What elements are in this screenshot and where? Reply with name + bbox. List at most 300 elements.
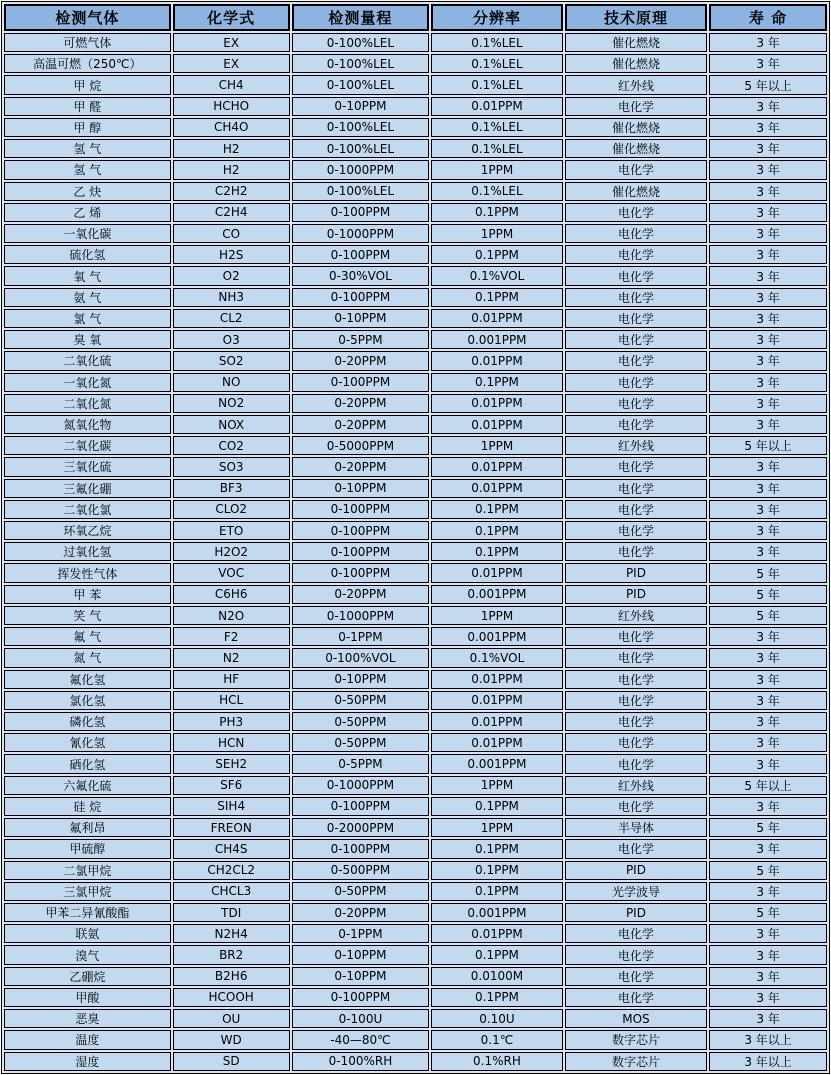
table-cell: C2H2 [173, 182, 290, 201]
table-cell: 0-50PPM [292, 882, 429, 901]
table-cell: 氮氧化物 [4, 415, 171, 434]
table-cell: 电化学 [565, 967, 707, 986]
table-cell: NOX [173, 415, 290, 434]
table-cell: 乙硼烷 [4, 967, 171, 986]
table-cell: SO2 [173, 351, 290, 370]
table-cell: 联氨 [4, 924, 171, 943]
table-cell: 0-50PPM [292, 691, 429, 710]
table-row [4, 563, 827, 582]
table-cell: 氟利昂 [4, 818, 171, 837]
table-cell: H2 [173, 160, 290, 179]
table-cell: 3 年 [709, 988, 827, 1007]
table-cell: 0.1PPM [431, 203, 563, 222]
table-cell: 氨 气 [4, 288, 171, 307]
table-cell: 甲 醇 [4, 118, 171, 137]
table-cell: 0.1%LEL [431, 75, 563, 94]
table-cell: 甲 烷 [4, 75, 171, 94]
table-cell: BF3 [173, 479, 290, 498]
table-row [4, 839, 827, 858]
table-cell: 1PPM [431, 160, 563, 179]
table-cell: 3 年 [709, 733, 827, 752]
table-cell: O3 [173, 330, 290, 349]
table-cell: 电化学 [565, 351, 707, 370]
table-cell: 0.001PPM [431, 754, 563, 773]
table-cell: 3 年 [709, 118, 827, 137]
table-cell: 乙 烯 [4, 203, 171, 222]
table-cell: 0.1PPM [431, 521, 563, 540]
table-cell: 二氧化氮 [4, 394, 171, 413]
table-cell: 5 年 [709, 585, 827, 604]
table-cell: 0-10PPM [292, 97, 429, 116]
table-row [4, 373, 827, 392]
table-cell: HCL [173, 691, 290, 710]
table-cell: 3 年 [709, 160, 827, 179]
table-cell: 氯 气 [4, 309, 171, 328]
table-cell: 0.1%LEL [431, 182, 563, 201]
table-cell: 0.1PPM [431, 542, 563, 561]
table-row [4, 776, 827, 795]
table-cell: PID [565, 861, 707, 880]
table-row [4, 182, 827, 201]
table-cell: 0.1PPM [431, 861, 563, 880]
table-cell: CH4S [173, 839, 290, 858]
table-cell: 电化学 [565, 415, 707, 434]
table-row [4, 288, 827, 307]
table-cell: 二氧化碳 [4, 436, 171, 455]
table-row [4, 882, 827, 901]
column-header-5: 寿 命 [709, 4, 827, 31]
table-cell: 0-50PPM [292, 712, 429, 731]
table-cell: 0-100PPM [292, 521, 429, 540]
table-cell: 0-1PPM [292, 924, 429, 943]
table-row [4, 457, 827, 476]
table-cell: 0.01PPM [431, 97, 563, 116]
table-cell: 3 年 [709, 542, 827, 561]
header-row [4, 4, 827, 31]
table-cell: 3 年 [709, 394, 827, 413]
table-cell: 电化学 [565, 500, 707, 519]
table-cell: 0-100%LEL [292, 54, 429, 73]
table-cell: 0-100PPM [292, 563, 429, 582]
table-cell: 0-100PPM [292, 203, 429, 222]
table-cell: 0.01PPM [431, 924, 563, 943]
column-header-4: 技术原理 [565, 4, 707, 31]
table-row [4, 967, 827, 986]
table-cell: 光学波导 [565, 882, 707, 901]
table-cell: SD [173, 1052, 290, 1072]
table-cell: SEH2 [173, 754, 290, 773]
table-cell: 电化学 [565, 733, 707, 752]
table-cell: 3 年 [709, 309, 827, 328]
table-cell: 数字芯片 [565, 1030, 707, 1049]
table-row [4, 330, 827, 349]
table-row [4, 1030, 827, 1049]
table-cell: 红外线 [565, 776, 707, 795]
table-cell: 0.1℃ [431, 1030, 563, 1049]
table-cell: 催化燃烧 [565, 182, 707, 201]
table-cell: 1PPM [431, 224, 563, 243]
table-cell: MOS [565, 1009, 707, 1028]
table-cell: 电化学 [565, 839, 707, 858]
table-cell: 0.001PPM [431, 330, 563, 349]
table-cell: 氮 气 [4, 648, 171, 667]
table-cell: CHCL3 [173, 882, 290, 901]
table-cell: 0.1PPM [431, 288, 563, 307]
table-cell: 3 年 [709, 266, 827, 285]
table-cell: 氯化氢 [4, 691, 171, 710]
table-cell: PID [565, 563, 707, 582]
table-cell: 0.10U [431, 1009, 563, 1028]
table-cell: 0-30%VOL [292, 266, 429, 285]
table-cell: 0-1PPM [292, 627, 429, 646]
table-cell: 3 年以上 [709, 1052, 827, 1072]
table-cell: 电化学 [565, 924, 707, 943]
table-cell: 红外线 [565, 436, 707, 455]
table-row [4, 224, 827, 243]
table-cell: 电化学 [565, 670, 707, 689]
table-cell: 3 年 [709, 139, 827, 158]
table-cell: 1PPM [431, 606, 563, 625]
table-cell: 电化学 [565, 797, 707, 816]
table-cell: 温度 [4, 1030, 171, 1049]
table-cell: NH3 [173, 288, 290, 307]
table-cell: 0-100%VOL [292, 648, 429, 667]
table-cell: 0-20PPM [292, 457, 429, 476]
table-cell: 0.1%LEL [431, 118, 563, 137]
table-cell: 0-20PPM [292, 903, 429, 922]
table-row [4, 75, 827, 94]
table-cell: 氧 气 [4, 266, 171, 285]
table-cell: 0.1%VOL [431, 648, 563, 667]
table-cell: 5 年以上 [709, 776, 827, 795]
table-body [4, 33, 827, 1071]
table-cell: 数字芯片 [565, 1052, 707, 1072]
table-cell: 3 年 [709, 924, 827, 943]
table-cell: 一氧化氮 [4, 373, 171, 392]
table-cell: 0-20PPM [292, 585, 429, 604]
table-cell: 电化学 [565, 691, 707, 710]
table-cell: 3 年 [709, 648, 827, 667]
table-cell: 电化学 [565, 245, 707, 264]
table-cell: 3 年 [709, 373, 827, 392]
table-cell: HCHO [173, 97, 290, 116]
table-cell: 电化学 [565, 160, 707, 179]
table-cell: 电化学 [565, 521, 707, 540]
column-header-2: 检测量程 [292, 4, 429, 31]
table-cell: 电化学 [565, 203, 707, 222]
table-cell: 0-10PPM [292, 967, 429, 986]
table-cell: 电化学 [565, 288, 707, 307]
column-header-1: 化学式 [173, 4, 290, 31]
table-row [4, 415, 827, 434]
table-cell: 氢 气 [4, 139, 171, 158]
table-cell: N2 [173, 648, 290, 667]
table-cell: 0-100U [292, 1009, 429, 1028]
table-row [4, 648, 827, 667]
table-cell: 过氧化氢 [4, 542, 171, 561]
table-cell: 甲 苯 [4, 585, 171, 604]
table-row [4, 606, 827, 625]
table-row [4, 351, 827, 370]
table-cell: 3 年 [709, 500, 827, 519]
table-cell: BR2 [173, 945, 290, 964]
table-cell: 3 年 [709, 224, 827, 243]
table-cell: 0.1%LEL [431, 33, 563, 52]
table-cell: 电化学 [565, 224, 707, 243]
table-cell: 0.01PPM [431, 670, 563, 689]
table-row [4, 903, 827, 922]
table-cell: 0.1%LEL [431, 139, 563, 158]
table-cell: ETO [173, 521, 290, 540]
table-cell: 电化学 [565, 648, 707, 667]
table-cell: 0-100PPM [292, 988, 429, 1007]
table-cell: 挥发性气体 [4, 563, 171, 582]
table-cell: 3 年 [709, 288, 827, 307]
table-cell: 0-5PPM [292, 754, 429, 773]
table-cell: CLO2 [173, 500, 290, 519]
table-cell: NO [173, 373, 290, 392]
table-cell: NO2 [173, 394, 290, 413]
table-cell: 3 年 [709, 457, 827, 476]
table-cell: 0-100PPM [292, 500, 429, 519]
table-row [4, 97, 827, 116]
table-cell: EX [173, 54, 290, 73]
table-cell: 3 年 [709, 351, 827, 370]
table-cell: 0-100PPM [292, 245, 429, 264]
table-cell: B2H6 [173, 967, 290, 986]
table-row [4, 33, 827, 52]
table-cell: 硒化氢 [4, 754, 171, 773]
table-row [4, 627, 827, 646]
table-cell: PID [565, 585, 707, 604]
table-cell: CO2 [173, 436, 290, 455]
table-cell: 3 年 [709, 670, 827, 689]
table-cell: 3 年 [709, 33, 827, 52]
table-cell: 0.1PPM [431, 500, 563, 519]
table-cell: SF6 [173, 776, 290, 795]
table-cell: 0-1000PPM [292, 224, 429, 243]
table-cell: H2S [173, 245, 290, 264]
table-cell: 0-1000PPM [292, 606, 429, 625]
table-cell: 5 年 [709, 861, 827, 880]
column-header-0: 检测气体 [4, 4, 171, 31]
table-cell: 0-20PPM [292, 351, 429, 370]
table-cell: 3 年 [709, 945, 827, 964]
table-cell: 1PPM [431, 776, 563, 795]
table-cell: 二氧化硫 [4, 351, 171, 370]
table-cell: 0-1000PPM [292, 776, 429, 795]
table-cell: 六氟化硫 [4, 776, 171, 795]
table-cell: H2 [173, 139, 290, 158]
table-cell: TDI [173, 903, 290, 922]
table-cell: 3 年 [709, 967, 827, 986]
table-cell: 电化学 [565, 627, 707, 646]
table-cell: 电化学 [565, 330, 707, 349]
table-row [4, 436, 827, 455]
table-row [4, 670, 827, 689]
table-row [4, 542, 827, 561]
table-cell: 氟 气 [4, 627, 171, 646]
table-cell: 电化学 [565, 542, 707, 561]
table-cell: HCN [173, 733, 290, 752]
table-cell: 0-10PPM [292, 670, 429, 689]
table-cell: 0-100%RH [292, 1052, 429, 1072]
table-cell: 恶臭 [4, 1009, 171, 1028]
table-cell: 臭 氧 [4, 330, 171, 349]
table-cell: 1PPM [431, 436, 563, 455]
table-cell: EX [173, 33, 290, 52]
table-cell: 0.1PPM [431, 988, 563, 1007]
table-row [4, 266, 827, 285]
table-cell: 3 年 [709, 521, 827, 540]
table-cell: C2H4 [173, 203, 290, 222]
table-cell: 电化学 [565, 945, 707, 964]
table-row [4, 160, 827, 179]
table-row [4, 1052, 827, 1072]
table-cell: 0.1%LEL [431, 54, 563, 73]
table-cell: 硫化氢 [4, 245, 171, 264]
table-row [4, 988, 827, 1007]
table-cell: PID [565, 903, 707, 922]
table-cell: 0.01PPM [431, 394, 563, 413]
table-cell: SO3 [173, 457, 290, 476]
table-cell: 0-100PPM [292, 797, 429, 816]
table-cell: 0.1PPM [431, 245, 563, 264]
table-cell: 3 年 [709, 754, 827, 773]
table-cell: 氢 气 [4, 160, 171, 179]
table-cell: 三氧化硫 [4, 457, 171, 476]
table-row [4, 945, 827, 964]
table-cell: F2 [173, 627, 290, 646]
table-cell: 电化学 [565, 712, 707, 731]
table-cell: C6H6 [173, 585, 290, 604]
table-cell: 5 年 [709, 903, 827, 922]
table-cell: 电化学 [565, 394, 707, 413]
table-row [4, 797, 827, 816]
table-cell: 0.01PPM [431, 415, 563, 434]
table-cell: 电化学 [565, 479, 707, 498]
table-cell: 0.01PPM [431, 309, 563, 328]
table-cell: 3 年以上 [709, 1030, 827, 1049]
table-cell: 0-100PPM [292, 839, 429, 858]
table-cell: 1PPM [431, 818, 563, 837]
table-cell: 甲酸 [4, 988, 171, 1007]
table-cell: 5 年 [709, 606, 827, 625]
table-cell: 氰化氢 [4, 733, 171, 752]
table-cell: 笑 气 [4, 606, 171, 625]
table-row [4, 924, 827, 943]
table-row [4, 691, 827, 710]
table-cell: VOC [173, 563, 290, 582]
table-row [4, 861, 827, 880]
table-cell: 3 年 [709, 691, 827, 710]
table-cell: FREON [173, 818, 290, 837]
table-cell: 0-10PPM [292, 945, 429, 964]
table-cell: N2O [173, 606, 290, 625]
table-cell: PH3 [173, 712, 290, 731]
table-cell: 硅 烷 [4, 797, 171, 816]
table-cell: 0.1PPM [431, 373, 563, 392]
table-row [4, 1009, 827, 1028]
table-cell: 电化学 [565, 266, 707, 285]
table-cell: 5 年 [709, 563, 827, 582]
table-cell: 0.0100M [431, 967, 563, 986]
table-cell: HF [173, 670, 290, 689]
table-cell: 催化燃烧 [565, 33, 707, 52]
table-row [4, 733, 827, 752]
table-cell: 一氧化碳 [4, 224, 171, 243]
table-cell: 0.1%RH [431, 1052, 563, 1072]
table-cell: 0.1PPM [431, 797, 563, 816]
table-cell: 3 年 [709, 330, 827, 349]
table-row [4, 309, 827, 328]
table-cell: 0.01PPM [431, 563, 563, 582]
table-cell: 催化燃烧 [565, 118, 707, 137]
table-cell: 0-50PPM [292, 733, 429, 752]
table-cell: 环氧乙烷 [4, 521, 171, 540]
table-cell: WD [173, 1030, 290, 1049]
gas-sensor-table [1, 1, 830, 1074]
table-cell: -40—80℃ [292, 1030, 429, 1049]
table-cell: 3 年 [709, 479, 827, 498]
table-cell: 三氯甲烷 [4, 882, 171, 901]
table-cell: 0.01PPM [431, 351, 563, 370]
table-cell: O2 [173, 266, 290, 285]
table-cell: 电化学 [565, 754, 707, 773]
table-cell: 甲 醛 [4, 97, 171, 116]
table-cell: CH4O [173, 118, 290, 137]
table-cell: 红外线 [565, 75, 707, 94]
column-header-3: 分辨率 [431, 4, 563, 31]
table-cell: 催化燃烧 [565, 54, 707, 73]
table-cell: 0-100%LEL [292, 139, 429, 158]
table-cell: 0-5PPM [292, 330, 429, 349]
table-cell: 0-500PPM [292, 861, 429, 880]
table-row [4, 245, 827, 264]
table-cell: 3 年 [709, 203, 827, 222]
table-cell: 0-100PPM [292, 373, 429, 392]
table-cell: 0-5000PPM [292, 436, 429, 455]
table-cell: 电化学 [565, 97, 707, 116]
table-cell: 0.001PPM [431, 903, 563, 922]
table-cell: 3 年 [709, 182, 827, 201]
table-cell: 3 年 [709, 882, 827, 901]
table-row [4, 712, 827, 731]
table-row [4, 118, 827, 137]
table-cell: 0-20PPM [292, 415, 429, 434]
table-cell: 高温可燃（250℃） [4, 54, 171, 73]
table-cell: 3 年 [709, 1009, 827, 1028]
table-cell: 5 年以上 [709, 75, 827, 94]
table-cell: 3 年 [709, 797, 827, 816]
table-cell: H2O2 [173, 542, 290, 561]
table-cell: 0.01PPM [431, 691, 563, 710]
table-cell: 0.1%VOL [431, 266, 563, 285]
table-cell: 溴气 [4, 945, 171, 964]
table-cell: 电化学 [565, 988, 707, 1007]
table-cell: 红外线 [565, 606, 707, 625]
table-cell: 乙 炔 [4, 182, 171, 201]
table-cell: 0-10PPM [292, 479, 429, 498]
table-cell: 0.001PPM [431, 627, 563, 646]
table-cell: 甲硫醇 [4, 839, 171, 858]
table-cell: 0-2000PPM [292, 818, 429, 837]
table-cell: CH2CL2 [173, 861, 290, 880]
table-row [4, 203, 827, 222]
table-cell: CL2 [173, 309, 290, 328]
table-cell: 湿度 [4, 1052, 171, 1072]
table-cell: 0-100PPM [292, 288, 429, 307]
